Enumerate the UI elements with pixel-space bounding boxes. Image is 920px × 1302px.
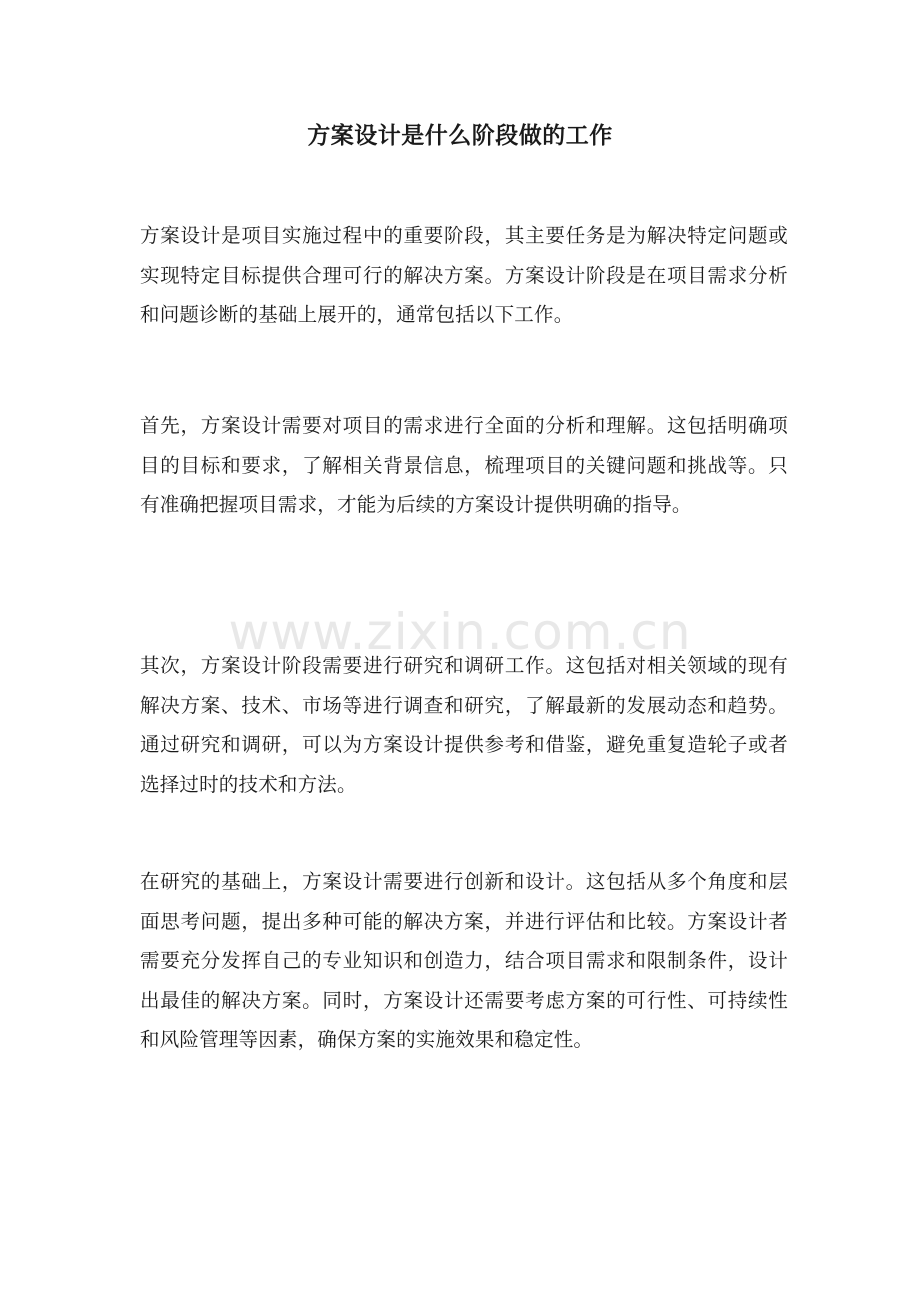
paragraph-design: 在研究的基础上，方案设计需要进行创新和设计。这包括从多个角度和层面思考问题，提出多种可能的解决方案，并进行评估和比较。方案设计者需要充分发挥自己的专业知识和创造力，结合项目需求和限制条件，设计出最佳的解决方案。同时，方案设计还需要考虑方案的可行性、可持续性和风险管理等因素，确保方案的实施效果和稳定性。 [140, 870, 788, 1051]
paragraph-requirements: 首先，方案设计需要对项目的需求进行全面的分析和理解。这包括明确项目的目标和要求，了解相关背景信息，梳理项目的关键问题和挑战等。只有准确把握项目需求，才能为后续的方案设计提供明确的指导。 [140, 414, 788, 516]
watermark: www.zixin.com.cn [228, 603, 692, 661]
document-title: 方案设计是什么阶段做的工作 [307, 122, 613, 149]
paragraph-intro: 方案设计是项目实施过程中的重要阶段，其主要任务是为解决特定问题或实现特定目标提供合理可行的解决方案。方案设计阶段是在项目需求分析和问题诊断的基础上展开的，通常包括以下工作。 [140, 224, 788, 326]
paragraph-research: 其次，方案设计阶段需要进行研究和调研工作。这包括对相关领域的现有解决方案、技术、市场等进行调查和研究，了解最新的发展动态和趋势。通过研究和调研，可以为方案设计提供参考和借鉴，避免重复造轮子或者选择过时的技术和方法。 [140, 654, 788, 796]
